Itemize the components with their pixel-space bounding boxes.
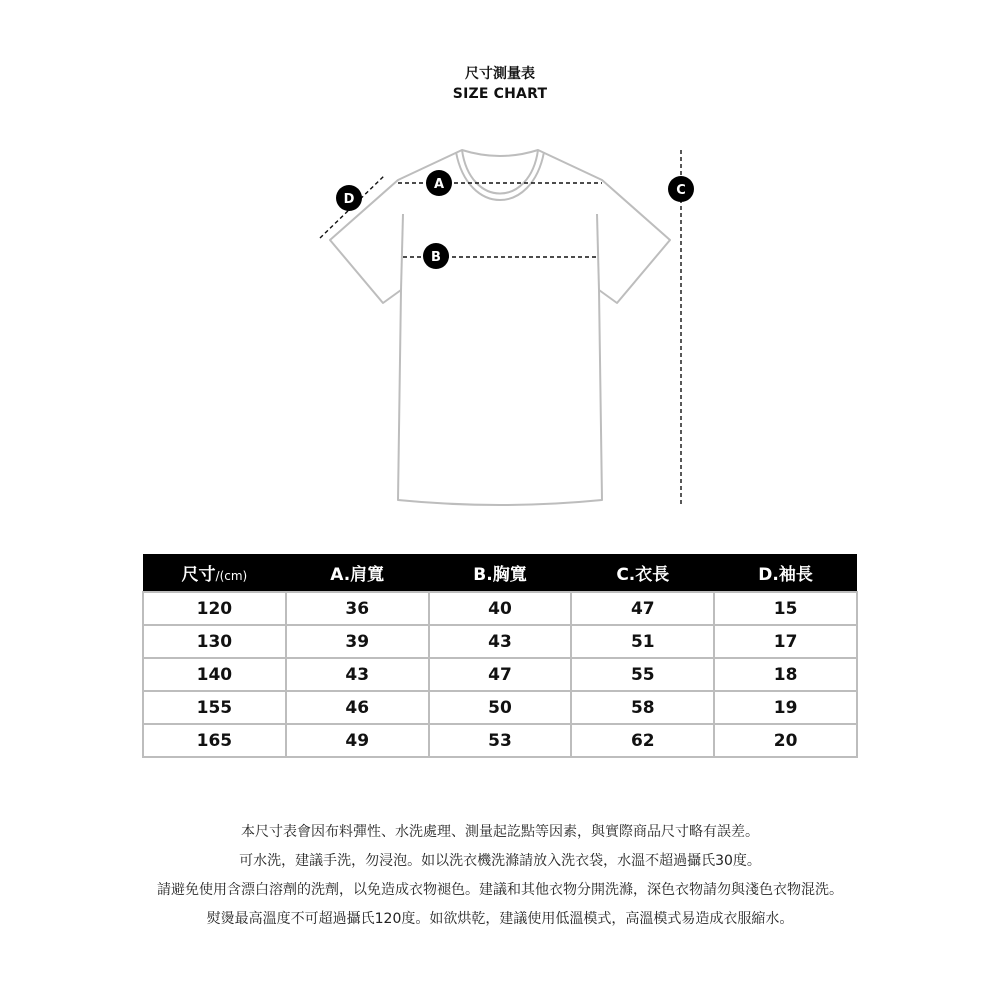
table-cell: 47 <box>429 658 572 691</box>
table-cell: 51 <box>571 625 714 658</box>
table-cell: 62 <box>571 724 714 757</box>
table-row <box>143 625 857 658</box>
table-cell: 58 <box>571 691 714 724</box>
table-cell: 40 <box>429 592 572 625</box>
table-cell: 140 <box>143 658 286 691</box>
marker-b <box>423 243 449 269</box>
table-cell: 15 <box>714 592 857 625</box>
header-size-unit: /(cm) <box>215 569 248 583</box>
table-row <box>143 592 857 625</box>
table-cell: 20 <box>714 724 857 757</box>
table-cell: 55 <box>571 658 714 691</box>
note-measurement-tolerance: 本尺寸表會因布料彈性、水洗處理、測量起訖點等因素，與實際商品尺寸略有誤差。 <box>241 824 759 840</box>
table-cell: 120 <box>143 592 286 625</box>
header-shoulder-width: A.肩寬 <box>286 554 429 592</box>
table-cell: 43 <box>286 658 429 691</box>
table-row <box>143 691 857 724</box>
marker-d-label: D <box>343 192 355 207</box>
marker-d <box>336 185 362 211</box>
table-cell: 17 <box>714 625 857 658</box>
note-ironing-drying: 熨燙最高溫度不可超過攝氏120度。如欲烘乾，建議使用低溫模式，高溫模式易造成衣服縮水。 <box>206 911 794 927</box>
table-cell: 165 <box>143 724 286 757</box>
marker-c-label: C <box>676 183 686 198</box>
header-size <box>143 554 286 592</box>
marker-b-label: B <box>431 250 441 265</box>
table-cell: 39 <box>286 625 429 658</box>
table-cell: 43 <box>429 625 572 658</box>
header-chest-width: B.胸寬 <box>429 554 572 592</box>
header-sleeve-length: D.袖長 <box>714 554 857 592</box>
marker-a <box>426 170 452 196</box>
care-notes <box>0 818 1000 934</box>
table-cell: 50 <box>429 691 572 724</box>
header-body-length: C.衣長 <box>571 554 714 592</box>
table-cell: 49 <box>286 724 429 757</box>
table-cell: 36 <box>286 592 429 625</box>
table-cell: 53 <box>429 724 572 757</box>
table-header-row <box>143 554 857 592</box>
table-cell: 130 <box>143 625 286 658</box>
table-cell: 46 <box>286 691 429 724</box>
table-row <box>143 724 857 757</box>
note-bleach: 請避免使用含漂白溶劑的洗劑，以免造成衣物褪色。建議和其他衣物分開洗滌，深色衣物請勿與淺色衣物混洗。 <box>157 882 843 898</box>
table-cell: 47 <box>571 592 714 625</box>
marker-c <box>668 176 694 202</box>
page-title: 尺寸測量表 <box>465 66 535 82</box>
page-subtitle: SIZE CHART <box>452 86 548 102</box>
tshirt-outline <box>330 150 670 505</box>
header-size-label: 尺寸 <box>181 565 216 585</box>
table-cell: 18 <box>714 658 857 691</box>
table-cell: 19 <box>714 691 857 724</box>
table-cell: 155 <box>143 691 286 724</box>
table-row <box>143 658 857 691</box>
marker-a-label: A <box>433 177 445 192</box>
note-washing: 可水洗，建議手洗，勿浸泡。如以洗衣機洗滌請放入洗衣袋，水溫不超過攝氏30度。 <box>239 853 761 869</box>
size-table <box>142 554 858 758</box>
